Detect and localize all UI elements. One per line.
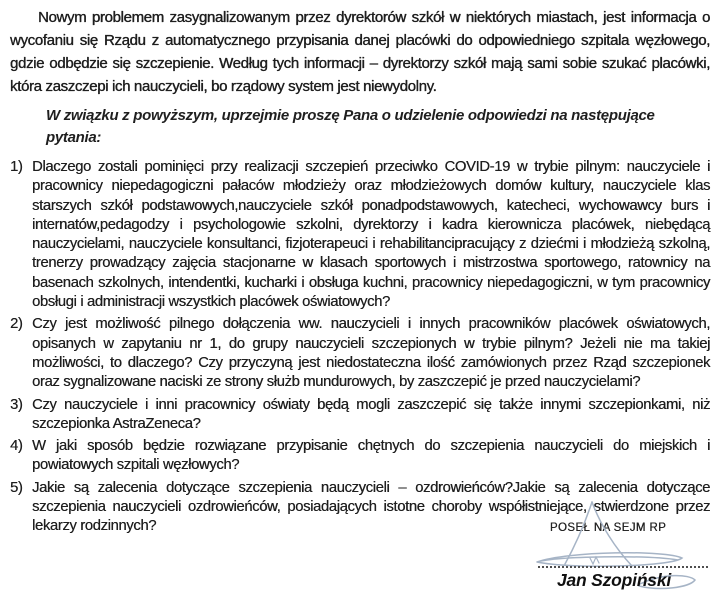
- question-text: Czy nauczyciele i inni pracownicy oświaty będą mogli zaszczepić się także innymi szczepionkami, niż szczepionka AstraZeneca?: [32, 396, 710, 432]
- question-number: 4): [10, 438, 23, 455]
- question-text: Dlaczego zostali pominięci przy realizacji szczepień przeciwko COVID-19 w trybie pilnym: nauczyciele i pracownicy niepedagogiczni pałaców młodzieży oraz młodzieżowych domów kultury, nauczyciele klas starszych szkół podstawowych,nauczyciele szkół ponadpodstawowych, katecheci, wychowawcy burs i internatów,pedagodzy i psychologowie szkolni, dyrektorzy i kadra kierownicza placówek, niebędącą nauczycielami, nauczyciele konsultanci, fizjoterapeuci i rehabilitancipracujący z dziećmi i młodzieżą szkolną, trenerzy prowadzący zajęcia stacjonarne w klasach sportowych i mistrzostwa sportowego, ratownicy na basenach szkolnych, intendentki, kucharki i obsługa kuchni, pracownicy niepedagogiczni, w tym pracownicy obsługi i administracji wszystkich placówek oświatowych?: [32, 159, 710, 311]
- questions-list: [10, 158, 710, 537]
- question-item-3: [10, 396, 710, 435]
- request-line: W związku z powyższym, uprzejmie proszę Pana o udzielenie odpowiedzi na następujące pytania:: [46, 107, 655, 146]
- signer-title: POSEŁ NA SEJM RP: [549, 522, 667, 534]
- intro-paragraph: Nowym problemem zasygnalizowanym przez dyrektorów szkół w niektórych miastach, jest informacja o wycofaniu się Rządu z automatycznego przypisania danej placówki do odpowiedniego szpitala węzłowego, gdzie odbędzie się szczepienie. Według tych informacji – dyrektorzy szkół mają sami sobie szukać placówki, która zaszczepi ich nauczycieli, bo rządowy system jest niewydolny.: [10, 9, 710, 95]
- question-item-4: [10, 437, 710, 476]
- question-text: Czy jest możliwość pilnego dołączenia ww. nauczycieli i innych pracowników placówek oświatowych, opisanych w zapytaniu nr 1, do grupy nauczycieli szczepionych w trybie pilnym? Jeżeli nie ma takiej możliwości, to dlaczego? Czy przyczyną jest niedostateczna ilość zamówionych przez Rząd szczepionek oraz sygnalizowane naciski ze strony służb mundurowych, by zaszczepić je przed nauczycielami?: [32, 316, 710, 391]
- question-item-2: [10, 315, 710, 392]
- signer-name: Jan Szopiński: [556, 570, 672, 590]
- question-number: 3): [10, 396, 23, 413]
- question-item-1: [10, 158, 710, 312]
- signature-dotted-line: [538, 566, 708, 568]
- question-text: W jaki sposób będzie rozwiązane przypisanie chętnych do szczepienia nauczycieli do miejskich i powiatowych szpitali węzłowych?: [32, 438, 710, 474]
- question-number: 2): [10, 316, 23, 333]
- question-text: Jakie są zalecenia dotyczące szczepienia nauczycieli – ozdrowieńców?Jakie są zalecenia dotyczące szczepienia nauczycieli ozdrowieńców, posiadających istotne choroby współistniejące, stwierdzone przez lekarzy rodzinnych?: [32, 479, 710, 535]
- question-number: 1): [10, 159, 23, 175]
- signature-block: [528, 522, 710, 596]
- question-number: 5): [10, 479, 23, 496]
